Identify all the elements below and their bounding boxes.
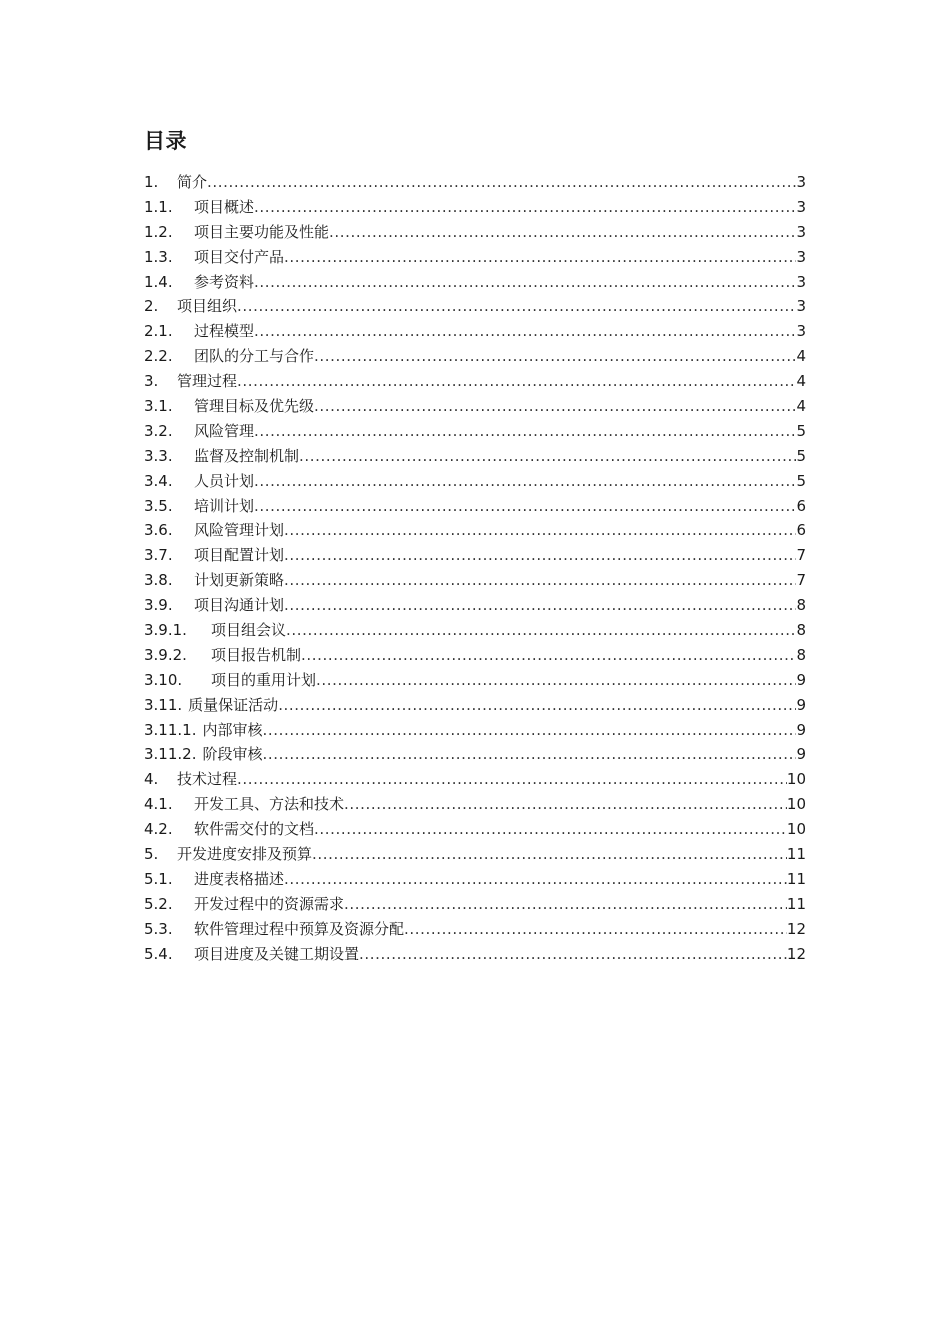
toc-entry-page-number: 4 [796, 372, 806, 391]
toc-dot-leader [301, 643, 796, 668]
toc-dot-leader [284, 245, 796, 270]
toc-entry-number: 4. [144, 770, 159, 789]
toc-dot-leader [254, 270, 796, 295]
toc-entry-title: 项目进度及关键工期设置 [194, 944, 360, 963]
toc-entry-number: 1.4. [144, 272, 173, 291]
toc-entry-number: 3.9.2. [144, 645, 187, 664]
toc-entry-page-number: 8 [796, 596, 806, 615]
toc-entry-title: 项目组织 [177, 297, 238, 316]
toc-entry-number: 3.9. [144, 596, 173, 615]
toc-entry-title: 风险管理计划 [194, 521, 285, 540]
toc-entry-page-number: 11 [786, 845, 806, 864]
toc-entry-title: 人员计划 [194, 471, 255, 490]
toc-entry-title: 监督及控制机制 [194, 446, 300, 465]
toc-entry[interactable] [144, 319, 806, 344]
toc-entry-number: 3.6. [144, 521, 173, 540]
toc-dot-leader [286, 618, 796, 643]
toc-entry-title: 风险管理 [194, 421, 255, 440]
toc-entry-page-number: 7 [796, 571, 806, 590]
toc-entry-number: 1.1. [144, 197, 173, 216]
toc-entry-title: 项目报告机制 [211, 645, 302, 664]
toc-entry-number: 1.3. [144, 247, 173, 266]
toc-entry[interactable] [144, 643, 806, 668]
toc-entry[interactable] [144, 942, 806, 967]
toc-entry[interactable] [144, 220, 806, 245]
toc-entry-number: 2. [144, 297, 159, 316]
toc-entry-title: 软件需交付的文档 [194, 820, 315, 839]
toc-entry[interactable] [144, 195, 806, 220]
toc-entry-page-number: 8 [796, 645, 806, 664]
toc-entry-page-number: 6 [796, 521, 806, 540]
toc-entry-title: 阶段审核 [202, 745, 263, 764]
toc-entry-page-number: 3 [796, 197, 806, 216]
toc-dot-leader [312, 842, 787, 867]
toc-entry-page-number: 10 [786, 795, 806, 814]
toc-entry[interactable] [144, 469, 806, 494]
toc-entry[interactable] [144, 767, 806, 792]
toc-dot-leader [284, 543, 796, 568]
toc-entry-page-number: 11 [786, 869, 806, 888]
toc-entry-title: 内部审核 [202, 720, 263, 739]
toc-entry-title: 项目组会议 [211, 621, 287, 640]
toc-dot-leader [263, 742, 797, 767]
toc-dot-leader [404, 917, 787, 942]
toc-entry-title: 管理目标及优先级 [194, 397, 315, 416]
toc-dot-leader [299, 444, 796, 469]
toc-entry-page-number: 9 [796, 745, 806, 764]
toc-dot-leader [278, 693, 796, 718]
toc-entry-page-number: 9 [796, 695, 806, 714]
toc-entry-number: 3.1. [144, 397, 173, 416]
toc-dot-leader [344, 792, 787, 817]
toc-entry[interactable] [144, 892, 806, 917]
toc-entry-page-number: 8 [796, 621, 806, 640]
toc-dot-leader [254, 494, 796, 519]
toc-entry-page-number: 3 [796, 173, 806, 191]
toc-dot-leader [314, 344, 796, 369]
toc-entry[interactable] [144, 917, 806, 942]
toc-entry-number: 3.9.1. [144, 621, 187, 640]
toc-dot-leader [237, 294, 796, 319]
toc-entry-title: 项目沟通计划 [194, 596, 285, 615]
toc-dot-leader [284, 518, 796, 543]
toc-entry-number: 5.4. [144, 944, 173, 963]
toc-entry[interactable] [144, 444, 806, 469]
toc-entry-number: 2.1. [144, 322, 173, 341]
toc-entry[interactable] [144, 718, 806, 743]
toc-entry-title: 项目概述 [194, 197, 255, 216]
toc-entry-number: 4.2. [144, 820, 173, 839]
toc-entry-title: 进度表格描述 [194, 869, 285, 888]
toc-entry-title: 项目的重用计划 [211, 670, 317, 689]
toc-entry[interactable] [144, 668, 806, 693]
toc-entry-page-number: 10 [786, 820, 806, 839]
toc-entry-page-number: 3 [796, 272, 806, 291]
toc-dot-leader [207, 170, 796, 195]
toc-entry-number: 1. [144, 173, 159, 191]
toc-dot-leader [284, 568, 796, 593]
toc-entry[interactable] [144, 618, 806, 643]
toc-entry-number: 3.10. [144, 670, 183, 689]
toc-entry-title: 项目交付产品 [194, 247, 285, 266]
toc-dot-leader [254, 195, 796, 220]
toc-entry-title: 开发工具、方法和技术 [194, 795, 345, 814]
toc-dot-leader [316, 668, 796, 693]
toc-dot-leader [314, 817, 787, 842]
toc-entry-number: 1.2. [144, 222, 173, 241]
toc-entry[interactable] [144, 593, 806, 618]
toc-entry[interactable] [144, 394, 806, 419]
toc-entry-title: 团队的分工与合作 [194, 347, 315, 366]
toc-entry-title: 培训计划 [194, 496, 255, 515]
toc-entry[interactable] [144, 518, 806, 543]
toc-dot-leader [344, 892, 787, 917]
toc-entry-title: 项目主要功能及性能 [194, 222, 330, 241]
toc-entry-number: 5.3. [144, 919, 173, 938]
toc-entry-number: 3.11.1. [144, 720, 197, 739]
toc-entry[interactable] [144, 419, 806, 444]
toc-entry-number: 3.3. [144, 446, 173, 465]
toc-entry-title: 过程模型 [194, 322, 255, 341]
toc-entry[interactable] [144, 270, 806, 295]
toc-title: 目录 [144, 129, 187, 153]
toc-entry-page-number: 9 [796, 670, 806, 689]
toc-entry[interactable] [144, 867, 806, 892]
toc-entry-title: 软件管理过程中预算及资源分配 [194, 919, 405, 938]
toc-entry[interactable] [144, 693, 806, 718]
toc-entry[interactable] [144, 245, 806, 270]
toc-entry-number: 3.7. [144, 546, 173, 565]
toc-entry-number: 3.2. [144, 421, 173, 440]
toc-entry-page-number: 5 [796, 471, 806, 490]
toc-entry-number: 3.11.2. [144, 745, 197, 764]
toc-dot-leader [237, 767, 787, 792]
toc-entry-title: 项目配置计划 [194, 546, 285, 565]
toc-entry[interactable] [144, 817, 806, 842]
toc-entry-title: 简介 [177, 173, 208, 191]
toc-entry-page-number: 12 [786, 919, 806, 938]
toc-entry-page-number: 3 [796, 247, 806, 266]
toc-entry-page-number: 5 [796, 446, 806, 465]
toc-entry-title: 管理过程 [177, 372, 238, 391]
toc-entry-page-number: 7 [796, 546, 806, 565]
toc-entry-page-number: 10 [786, 770, 806, 789]
toc-entry-page-number: 3 [796, 322, 806, 341]
toc-entry-number: 5.1. [144, 869, 173, 888]
toc-dot-leader [254, 469, 796, 494]
toc-dot-leader [237, 369, 796, 394]
toc-entry-number: 3.5. [144, 496, 173, 515]
toc-entry-page-number: 11 [786, 894, 806, 913]
toc-entry[interactable] [144, 494, 806, 519]
toc-dot-leader [284, 593, 796, 618]
toc-entry-page-number: 3 [796, 222, 806, 241]
toc-entry-number: 3.8. [144, 571, 173, 590]
toc-dot-leader [284, 867, 787, 892]
toc-entry-page-number: 4 [796, 397, 806, 416]
toc-entry-number: 3.4. [144, 471, 173, 490]
toc-entry-page-number: 5 [796, 421, 806, 440]
toc-dot-leader [329, 220, 796, 245]
toc-entry-number: 3.11. [144, 695, 183, 714]
toc-entry-number: 2.2. [144, 347, 173, 366]
toc-entry-number: 3. [144, 372, 159, 391]
toc-entry[interactable] [144, 742, 806, 767]
toc-entry-page-number: 3 [796, 297, 806, 316]
toc-entry[interactable] [144, 170, 806, 195]
toc-entry-title: 参考资料 [194, 272, 255, 291]
toc-entry[interactable] [144, 344, 806, 369]
toc-entry-title: 开发过程中的资源需求 [194, 894, 345, 913]
toc-entry[interactable] [144, 792, 806, 817]
toc-entry-number: 4.1. [144, 795, 173, 814]
toc-entry-title: 质量保证活动 [188, 695, 279, 714]
toc-entry[interactable] [144, 543, 806, 568]
toc-dot-leader [254, 319, 796, 344]
toc-entry-page-number: 6 [796, 496, 806, 515]
toc-entry-page-number: 12 [786, 944, 806, 963]
toc-entry-title: 计划更新策略 [194, 571, 285, 590]
toc-entry-page-number: 4 [796, 347, 806, 366]
toc-entry-page-number: 9 [796, 720, 806, 739]
toc-list [144, 170, 806, 967]
toc-entry-number: 5. [144, 845, 159, 864]
toc-entry[interactable] [144, 369, 806, 394]
toc-entry-title: 开发进度安排及预算 [177, 845, 313, 864]
toc-dot-leader [314, 394, 796, 419]
toc-dot-leader [254, 419, 796, 444]
toc-entry[interactable] [144, 294, 806, 319]
toc-entry-title: 技术过程 [177, 770, 238, 789]
toc-entry[interactable] [144, 842, 806, 867]
toc-entry[interactable] [144, 568, 806, 593]
toc-entry-number: 5.2. [144, 894, 173, 913]
toc-dot-leader [359, 942, 787, 967]
toc-dot-leader [263, 718, 797, 743]
